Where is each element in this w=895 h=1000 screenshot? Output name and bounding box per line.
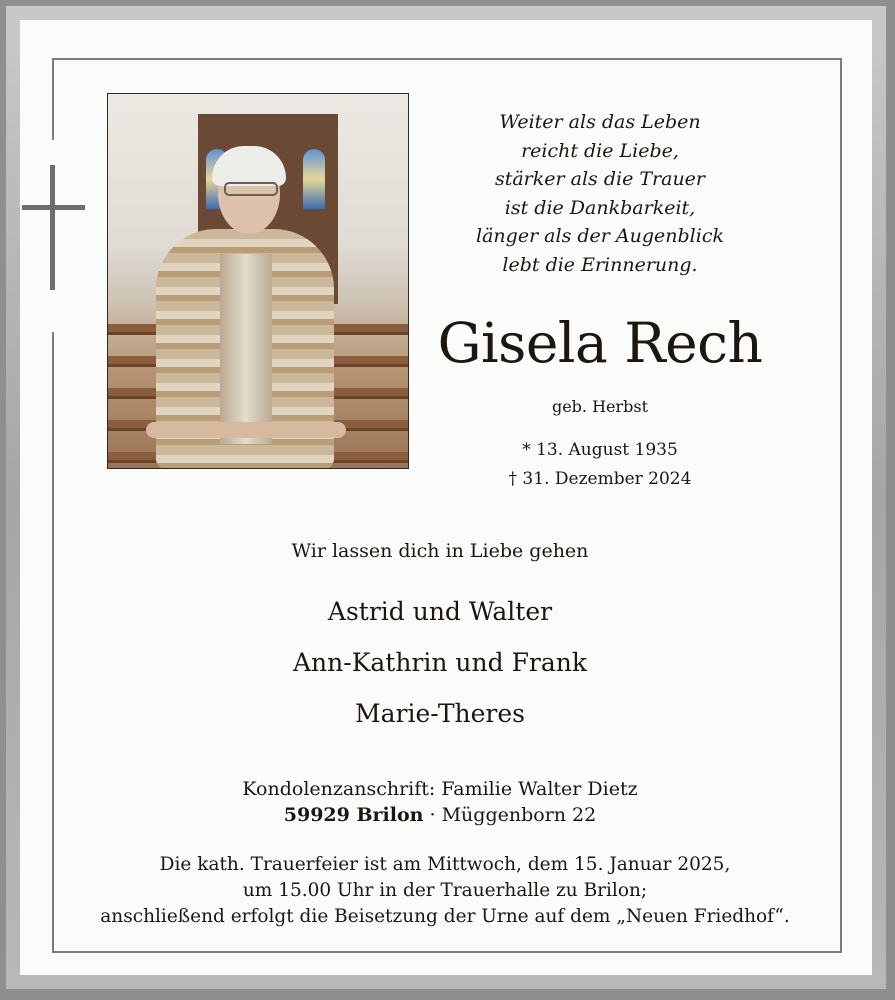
deceased-name: Gisela Rech (437, 311, 763, 375)
birth-name: geb. Herbst (551, 397, 649, 416)
mourner-line: Astrid und Walter (327, 597, 553, 626)
ceremony-line: anschließend erfolgt die Beisetzung der Urne auf dem „Neuen Friedhof“. (100, 906, 790, 927)
birth-date: * 13. August 1935 (522, 440, 678, 460)
portrait-photo (107, 93, 409, 469)
obituary-card (20, 20, 872, 975)
condolence-address (140, 776, 740, 828)
mourner-line: Ann-Kathrin und Frank (292, 648, 588, 677)
address-line (140, 802, 740, 828)
mourner-line: Marie-Theres (355, 699, 525, 728)
farewell-text: Wir lassen dich in Liebe gehen (291, 540, 589, 562)
address-street: Müggenborn 22 (441, 804, 597, 826)
condolence-line: Kondolenzanschrift: Familie Walter Dietz (242, 778, 638, 800)
ceremony-line: Die kath. Trauerfeier ist am Mittwoch, dem 15. Januar 2025, (159, 854, 731, 875)
poem-line: lebt die Erinnerung. (502, 253, 698, 276)
address-city: 59929 Brilon (283, 804, 424, 826)
poem-line: ist die Dankbarkeit, (504, 196, 696, 219)
poem-line: stärker als die Trauer (494, 168, 706, 191)
death-date: † 31. Dezember 2024 (508, 469, 692, 489)
poem-line: länger als der Augenblick (476, 225, 724, 248)
poem-line: Weiter als das Leben (499, 111, 701, 133)
ceremony-line: um 15.00 Uhr in der Trauerhalle zu Brilon; (242, 880, 648, 901)
poem-line: reicht die Liebe, (521, 139, 679, 162)
ceremony-info (40, 852, 850, 930)
outer-border (6, 6, 886, 989)
poem (440, 108, 760, 280)
address-separator: · (423, 804, 442, 826)
